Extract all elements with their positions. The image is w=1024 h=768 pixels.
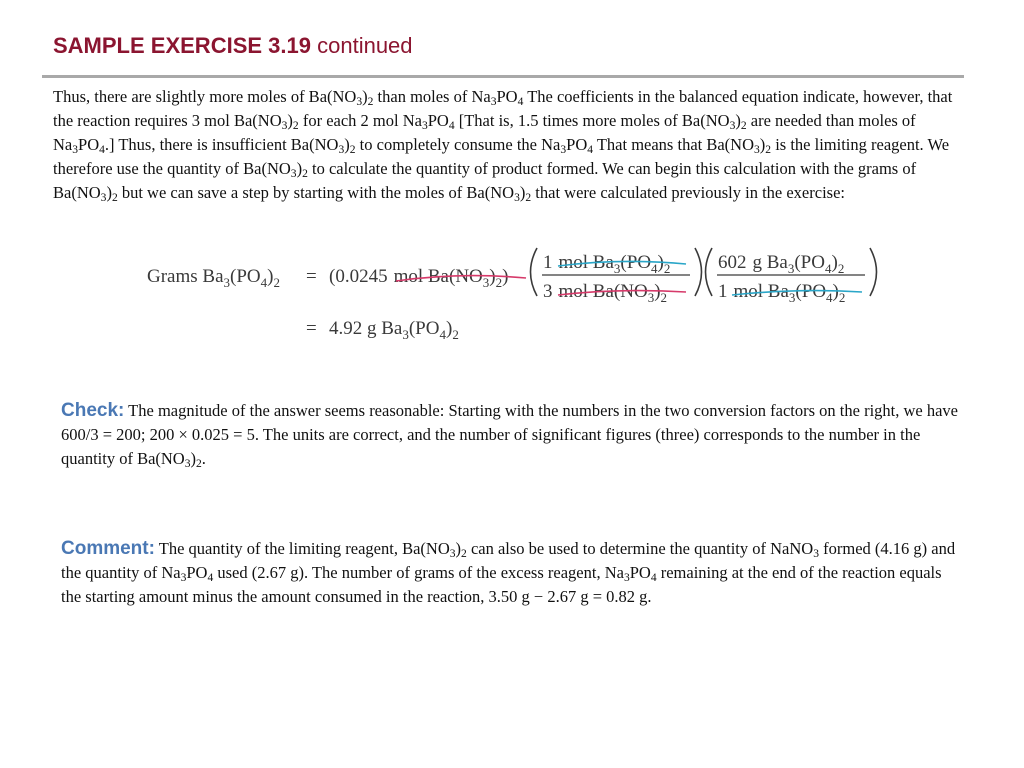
explanation-paragraph: Thus, there are slightly more moles of $Ba(NO_3)_2$ than moles of $Na_3PO_4$ The coefficients in the balanced equation indicate, however, that the reaction requires 3 mol $Ba(NO_3)_2$ for each 2 mol $Na_3PO_4$ [That is, 1.5 times more moles of $Ba(NO_3)_2$ are needed than moles of $Na_3PO_4$.] Thus, there is insufficient $Ba(NO_3)_2$ to completely consume the $Na_3PO_4$ That means that $Ba(NO_3)_2$ is the limiting reagent. We therefore use the quantity of $Ba(NO_3)_2$ to calculate the quantity of product formed. We can begin this calculation with the grams of $Ba(NO_3)_2$ but we can save a step by starting with the moles of $Ba(NO_3)_2$ that were calculated previously in the exercise: bbox=[53, 87, 953, 204]
title-exercise: SAMPLE EXERCISE 3.19 bbox=[53, 33, 311, 58]
check-paragraph: Check: The magnitude of the answer seems reasonable: Starting with the numbers in the two conversion factors on the right, we have 600/3 = 200; 200 × 0.025 = 5. The units are correct, and the number of significant figures (three) corresponds to the number in the quantity of $Ba(NO_3)_2$. bbox=[61, 400, 958, 470]
factor1-numerator: 1 mol $Ba_3(PO_4)_2$ bbox=[543, 252, 671, 276]
factor2-right-paren bbox=[870, 248, 877, 296]
factor2-numerator: 602 g $Ba_3(PO_4)_2$ bbox=[718, 252, 845, 276]
factor2-left-paren bbox=[706, 248, 713, 296]
title-continued: continued bbox=[317, 33, 413, 58]
factor1-right-paren bbox=[695, 248, 702, 296]
factor1-left-paren bbox=[531, 248, 538, 296]
comment-paragraph: Comment: The quantity of the limiting reagent, $Ba(NO_3)_2$ can also be used to determine the quantity of NaNO$_3$ formed (4.16 g) and the quantity of $Na_3PO_4$ used (2.67 g). The number of grams of the excess reagent, $Na_3PO_4$ remaining at the end of the reaction equals the starting amount minus the amount consumed in the reaction, 3.50 g − 2.67 g = 0.82 g. bbox=[61, 538, 956, 606]
factor1-denominator: 3 mol $Ba(NO_3)_2$ bbox=[543, 281, 668, 305]
conversion-equation bbox=[140, 238, 900, 348]
comment-label: Comment: bbox=[61, 538, 155, 559]
equals-sign: = bbox=[306, 266, 317, 287]
factor2-denominator: 1 mol $Ba_3(PO_4)_2$ bbox=[718, 281, 846, 305]
equals-sign-2: = bbox=[306, 318, 317, 339]
check-label: Check: bbox=[61, 400, 125, 421]
header-divider bbox=[42, 75, 964, 78]
starting-moles: (0.0245 mol $Ba(NO_3)_2$) bbox=[329, 266, 509, 290]
equation-lhs: Grams $Ba_3(PO_4)_2$ bbox=[147, 266, 280, 290]
page-title bbox=[53, 33, 413, 59]
equation-result: 4.92 g $Ba_3(PO_4)_2$ bbox=[329, 318, 459, 342]
